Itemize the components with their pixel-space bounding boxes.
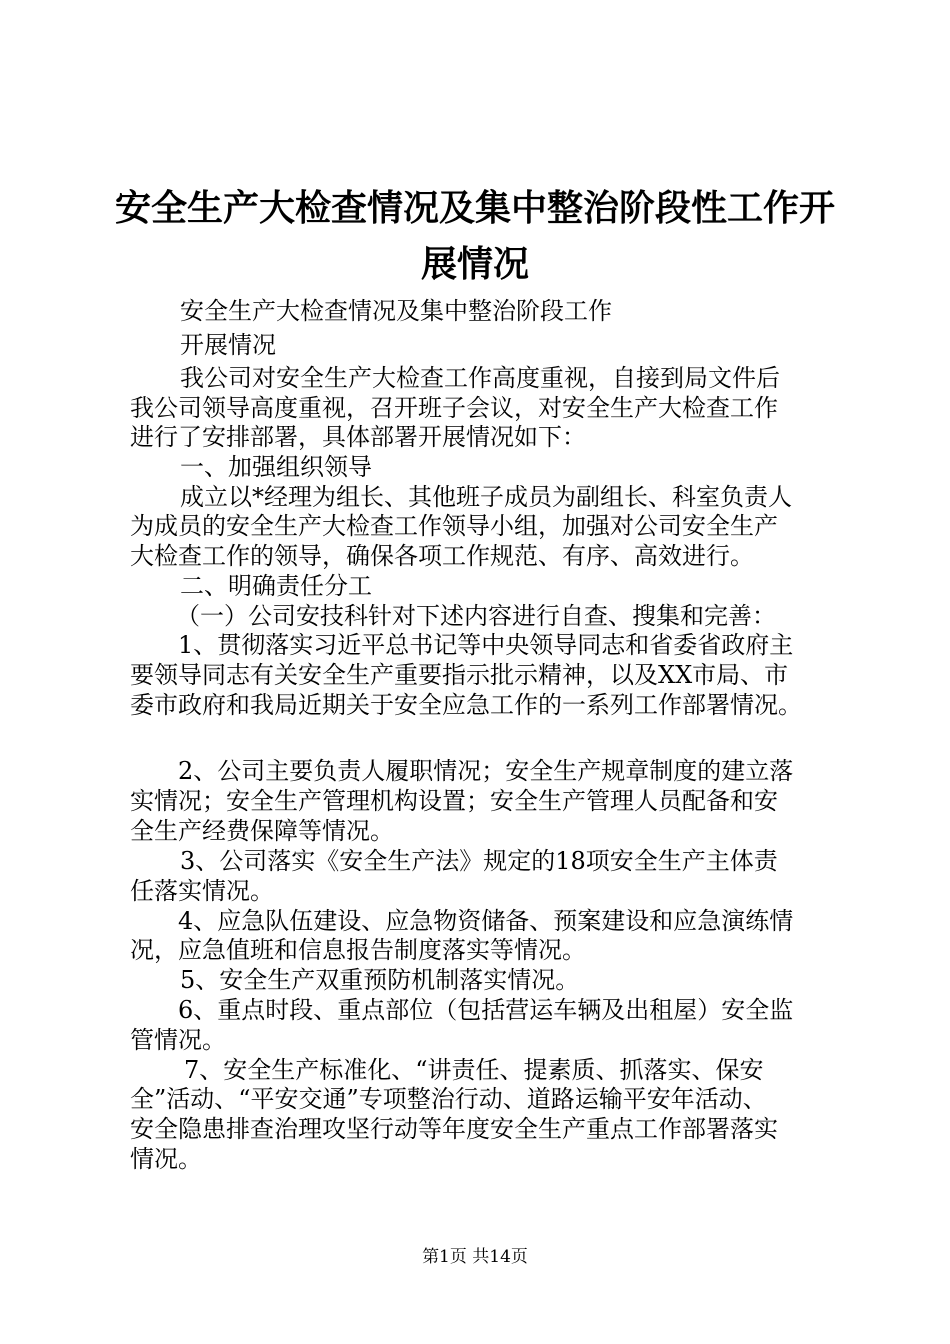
body-line: 安全生产大检查情况及集中整治阶段工作	[180, 297, 612, 325]
body-line: 任落实情况。	[130, 877, 274, 905]
body-line: 我公司对安全生产大检查工作高度重视，自接到局文件后	[180, 364, 780, 392]
body-line: 我公司领导高度重视，召开班子会议，对安全生产大检查工作	[130, 394, 778, 422]
document-title-line-2: 展情况	[420, 244, 529, 285]
body-line: 进行了安排部署，具体部署开展情况如下：	[130, 423, 586, 451]
section-heading: 一、加强组织领导	[180, 453, 372, 481]
body-line: 全”活动、“平安交通”专项整治行动、道路运输平安年活动、	[130, 1085, 767, 1113]
body-line: 况，应急值班和信息报告制度落实等情况。	[130, 936, 586, 964]
body-line: 要领导同志有关安全生产重要指示批示精神，以及XX市局、市	[130, 661, 789, 689]
body-line: 大检查工作的领导，确保各项工作规范、有序、高效进行。	[130, 542, 754, 570]
list-item-7: 7、安全生产标准化、“讲责任、提素质、抓落实、保安	[184, 1056, 764, 1084]
list-item-1: 1、贯彻落实习近平总书记等中央领导同志和省委省政府主	[178, 631, 794, 659]
body-line: 管情况。	[130, 1026, 226, 1054]
body-line: 全生产经费保障等情况。	[130, 817, 394, 845]
document-title-line-1: 安全生产大检查情况及集中整治阶段性工作开	[114, 188, 835, 229]
list-item-2: 2、公司主要负责人履职情况；安全生产规章制度的建立落	[178, 757, 794, 785]
page-number-footer: 第1页 共14页	[422, 1247, 528, 1267]
body-line: 成立以*经理为组长、其他班子成员为副组长、科室负责人	[180, 483, 792, 511]
body-line: 实情况；安全生产管理机构设置；安全生产管理人员配备和安	[130, 787, 778, 815]
body-line: 安全隐患排查治理攻坚行动等年度安全生产重点工作部署落实	[130, 1115, 778, 1143]
list-item-6: 6、重点时段、重点部位（包括营运车辆及出租屋）安全监	[178, 996, 794, 1024]
list-item-3: 3、公司落实《安全生产法》规定的18项安全生产主体责	[180, 847, 778, 875]
body-line: 开展情况	[180, 331, 276, 359]
section-heading: 二、明确责任分工	[180, 572, 372, 600]
body-line: 情况。	[130, 1145, 202, 1173]
list-item-4: 4、应急队伍建设、应急物资储备、预案建设和应急演练情	[178, 907, 794, 935]
list-item-5: 5、安全生产双重预防机制落实情况。	[180, 966, 580, 994]
subsection-heading: （一）公司安技科针对下述内容进行自查、搜集和完善：	[176, 602, 776, 630]
body-line: 委市政府和我局近期关于安全应急工作的一系列工作部署情况。	[130, 691, 802, 719]
body-line: 为成员的安全生产大检查工作领导小组，加强对公司安全生产	[130, 512, 778, 540]
